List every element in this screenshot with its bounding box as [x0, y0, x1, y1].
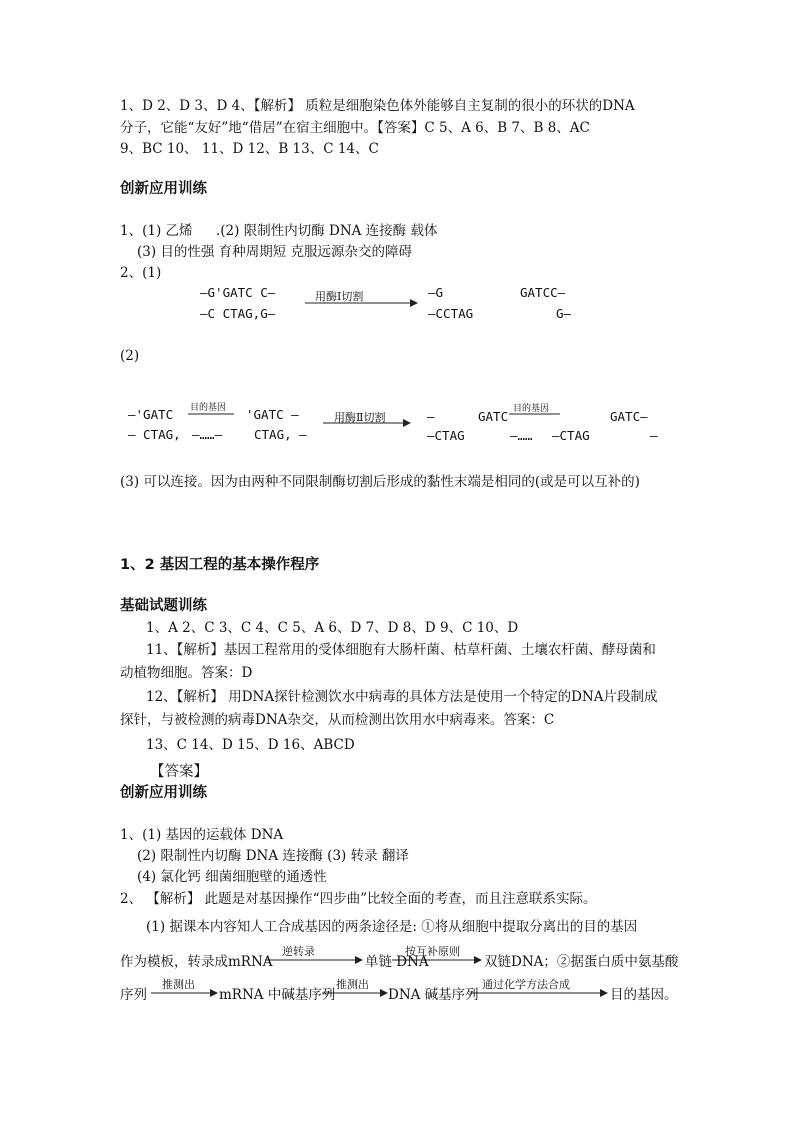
row5-arrow3-label: 通过化学方法合成: [482, 978, 570, 991]
diag1-r1-bottom: —CCTAG: [428, 306, 474, 321]
row5-text-d: 目的基因。: [610, 987, 678, 1003]
answer-12-line-2: 探针，与被检测的病毒DNA杂交，从而检测出饮用水中病毒来。答案：C: [120, 712, 555, 728]
diag2-left-bottom-b: CTAG, —: [254, 427, 307, 442]
innov-1-line-2: (2) 限制性内切酶 DNA 连接酶 (3) 转录 翻译: [137, 848, 409, 864]
answers-13-16: 13、C 14、D 15、D 16、ABCD: [146, 737, 355, 753]
row5-arrow1-label: 推测出: [162, 978, 195, 991]
diag2-arrow-label: 用酶Ⅱ切割: [334, 411, 386, 424]
row4-text-a: 作为模板，转录成mRNA: [120, 954, 273, 970]
sec1-line-3: 2、(1): [120, 265, 162, 281]
row5-arrow2-label: 推测出: [336, 978, 369, 991]
sec1-line-1a: 1、(1) 乙烯: [120, 223, 193, 239]
basic-answers-1-10: 1、A 2、C 3、C 4、C 5、A 6、D 7、D 8、D 9、C 10、D: [146, 620, 519, 636]
diag2-left-top-a: —'GATC: [128, 407, 174, 422]
diag2-mid-top-a: —: [427, 409, 435, 424]
diag2-mid-top-b: GATC: [478, 409, 509, 424]
diag2-gene-label-right: 目的基因: [513, 404, 550, 414]
part-2-label: (2): [120, 348, 140, 364]
answer-11-line-1: 11、【解析】基因工程常用的受体细胞有大肠杆菌、枯草杆菌、土壤农杆菌、酵母菌和: [146, 642, 656, 658]
answer-12-line-1: 12、【解析】 用DNA探针检测饮水中病毒的具体方法是使用一个特定的DNA片段制成: [146, 689, 658, 705]
subheading-basic-exercises: 基础试题训练: [120, 598, 207, 614]
section-title-basic-procedure: 1、2 基因工程的基本操作程序: [120, 557, 320, 573]
diag2-gene-label-left: 目的基因: [190, 403, 227, 413]
section-heading-innovation: 创新应用训练: [120, 181, 207, 197]
diag1-r2-bottom: G—: [556, 306, 572, 321]
row5-text-b: mRNA 中碱基序列: [219, 987, 336, 1003]
diag2-mid-bottom-b: —CTAG: [552, 428, 590, 443]
answer-label: 【答案】: [150, 764, 208, 780]
innov-2-para-1: (1) 据课本内容知人工合成基因的两条途径是: ①将从细胞中提取分离出的目的基因: [146, 919, 638, 935]
diag2-left-dots: —……—: [192, 427, 223, 442]
part-3-text: (3) 可以连接。因为由两种不同限制酶切割后形成的黏性末端是相同的(或是可以互补的): [120, 474, 640, 490]
diag2-left-top-b: 'GATC —: [246, 407, 299, 422]
diag1-left-bottom: —C CTAG,G—: [200, 306, 276, 321]
answer-line-3: 9、BC 10、 11、D 12、B 13、C 14、C: [120, 141, 379, 157]
diag1-arrow-label: 用酶Ⅰ切割: [315, 290, 364, 303]
row4-arrow2-label: 按互补原则: [405, 945, 460, 958]
row5-text-a: 序列: [120, 987, 147, 1003]
innov-1-line-3: (4) 氯化钙 细菌细胞壁的通透性: [137, 869, 327, 885]
answer-line-2: 分子，它能“友好”地“借居”在宿主细胞中。【答案】C 5、A 6、B 7、B 8、AC: [120, 120, 590, 136]
row4-text-c: 双链DNA；②据蛋白质中氨基酸: [484, 954, 679, 970]
row5-text-c: DNA 碱基序列: [388, 987, 479, 1003]
diag1-left-top: —G'GATC C—: [200, 285, 276, 300]
sec1-line-2: (3) 目的性强 育种周期短 克服远源杂交的障碍: [137, 244, 412, 260]
answer-11-line-2: 动植物细胞。答案：D: [120, 665, 253, 681]
subheading-innovation-2: 创新应用训练: [120, 785, 207, 801]
diag2-mid-dots: —……: [510, 428, 533, 443]
innov-2-intro: 2、 【解析】 此题是对基因操作“四步曲”比较全面的考查，而且注意联系实际。: [120, 891, 597, 907]
diag2-right-bottom: —: [650, 428, 658, 443]
diag1-r1-top: —G: [428, 285, 444, 300]
diag2-right-top: GATC—: [610, 409, 648, 424]
innov-1-line-1: 1、(1) 基因的运载体 DNA: [120, 827, 284, 843]
diag2-left-bottom-a: — CTAG,: [128, 427, 181, 442]
answer-line-1: 1、D 2、D 3、D 4、【解析】 质粒是细胞染色体外能够自主复制的很小的环状的DNA: [120, 98, 635, 114]
row4-text-b: 单链 DNA: [365, 954, 429, 970]
sec1-line-1b: .(2) 限制性内切酶 DNA 连接酶 载体: [216, 223, 438, 239]
diag1-r2-top: GATCC—: [520, 285, 566, 300]
row4-arrow1-label: 逆转录: [282, 945, 315, 958]
diag2-mid-bottom-a: —CTAG: [427, 428, 465, 443]
